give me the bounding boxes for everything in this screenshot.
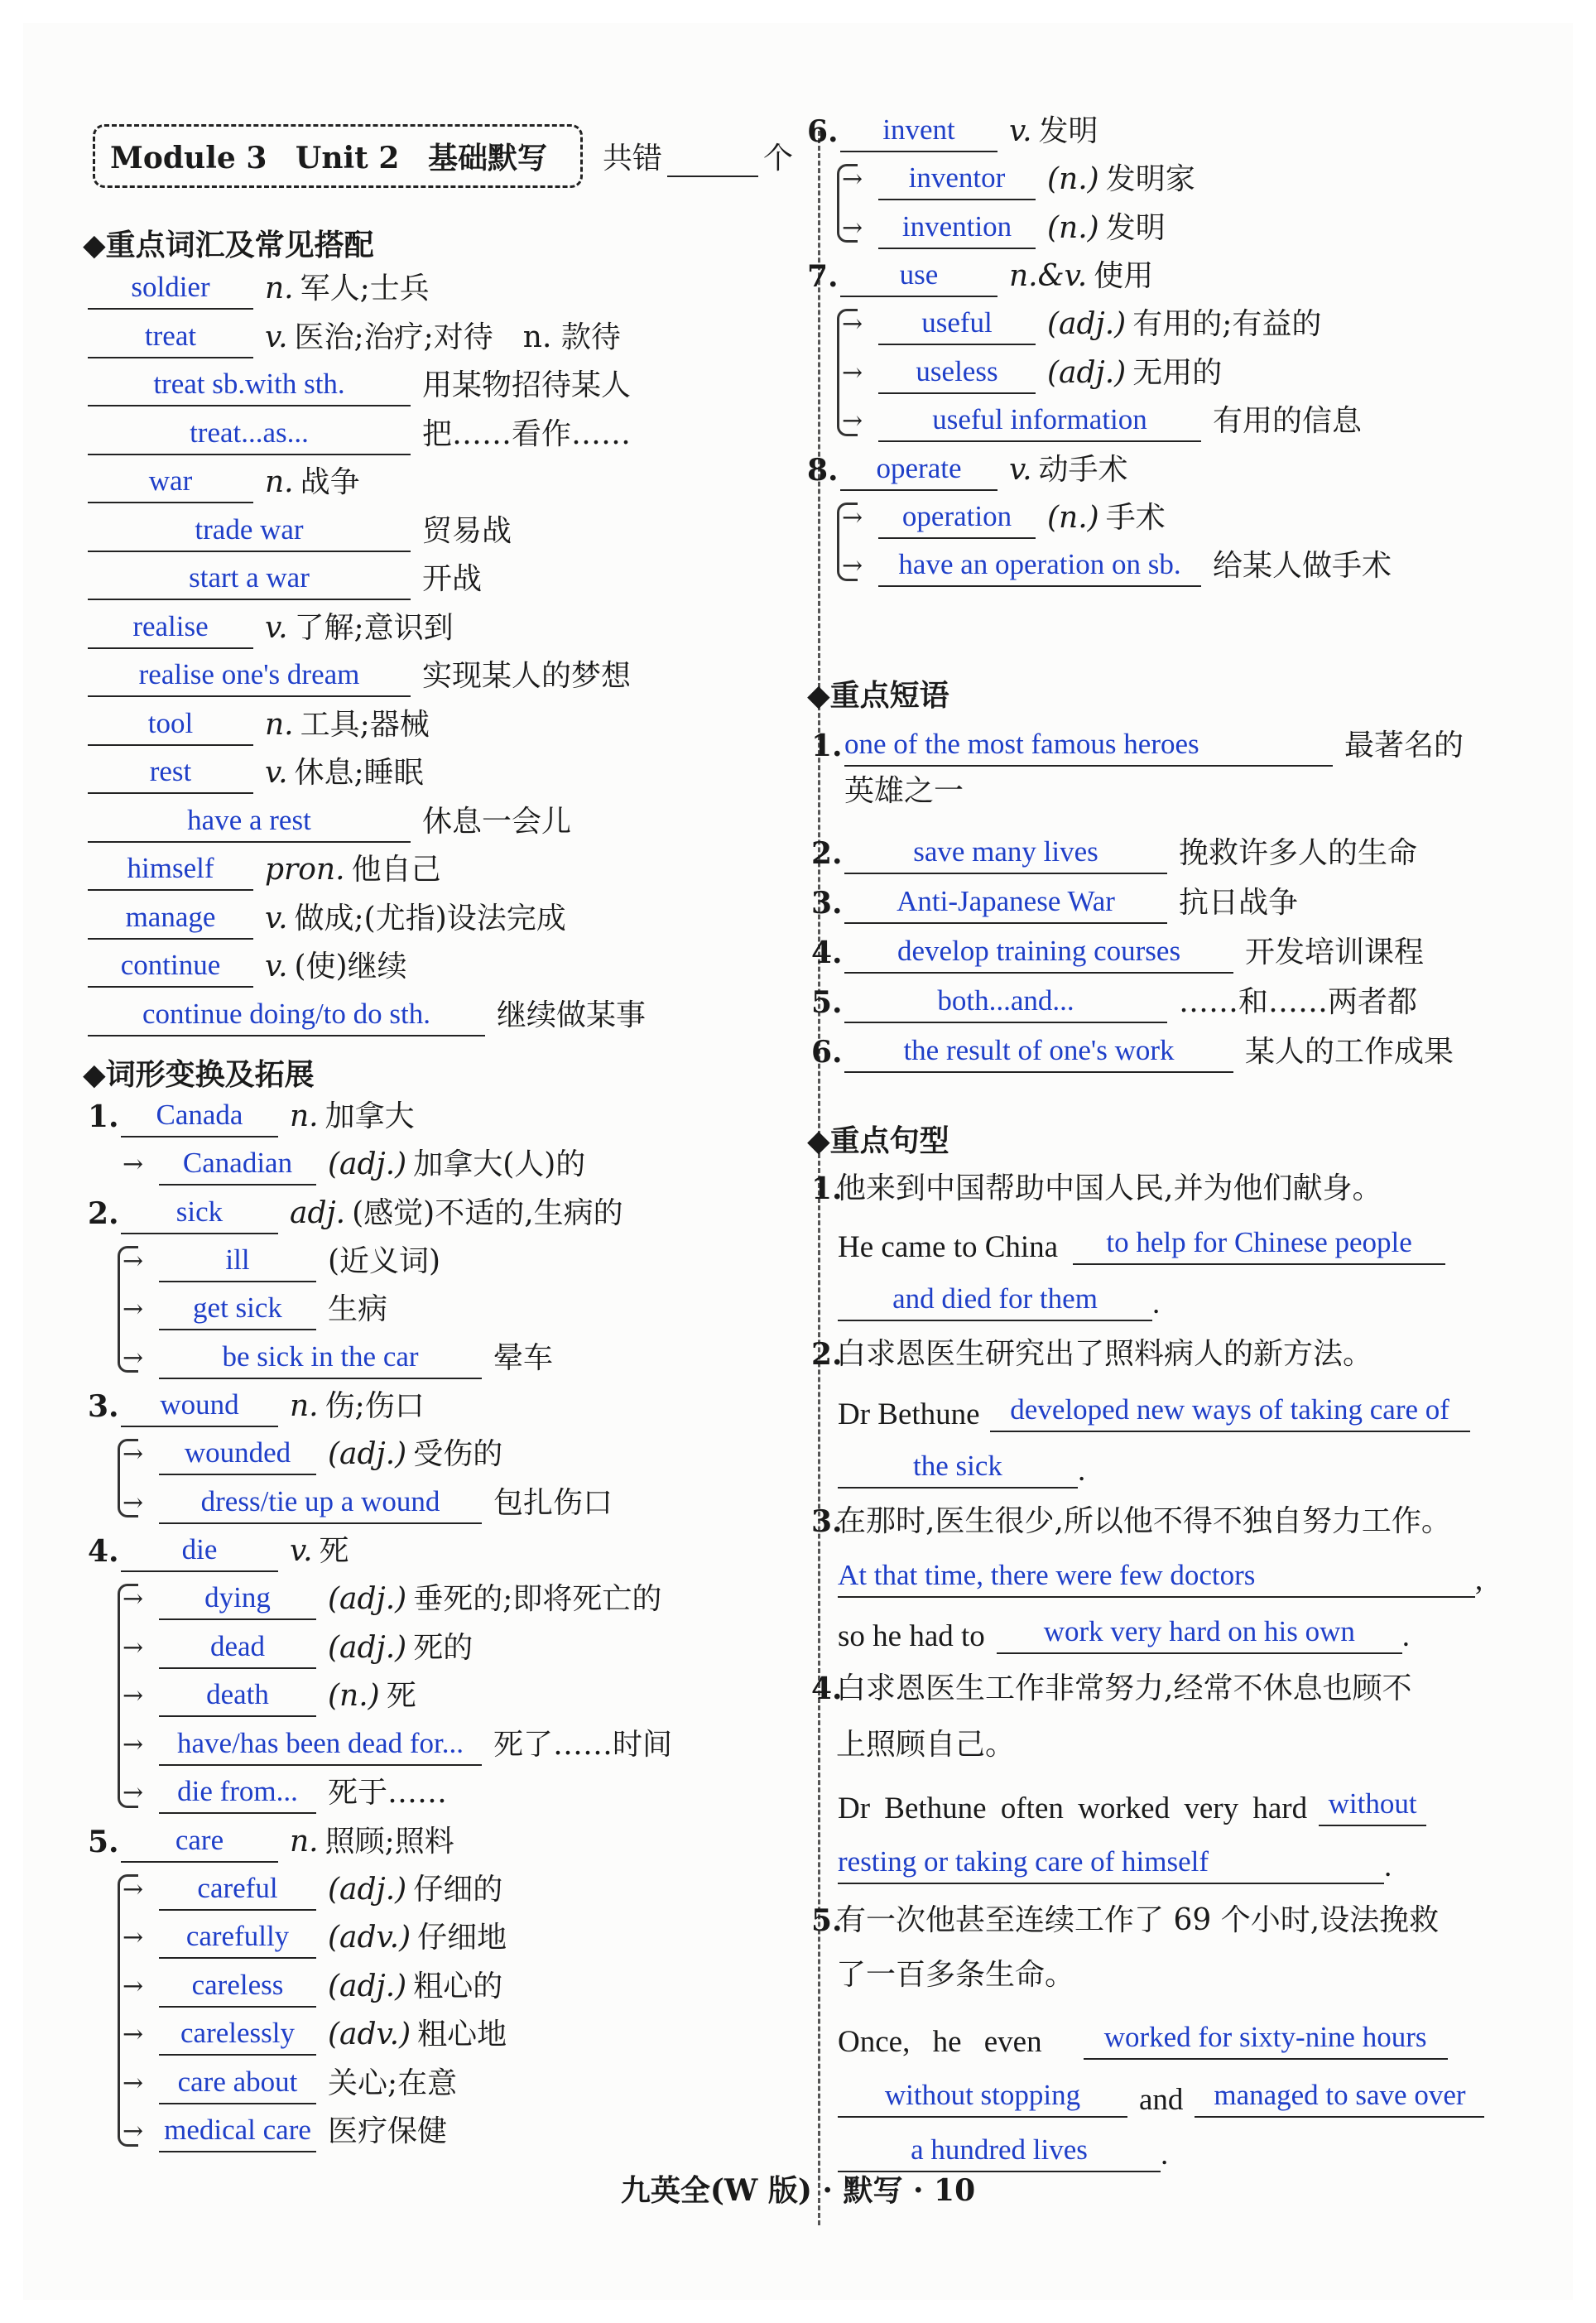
answer-blank[interactable]: dress/tie up a wound — [159, 1481, 482, 1524]
answer-blank[interactable]: careless — [159, 1965, 316, 2008]
vocab-row — [88, 795, 571, 843]
derived-form-row — [842, 201, 1166, 249]
chinese-meaning: 继续做某事 — [497, 998, 647, 1032]
word-form-row — [88, 1089, 415, 1137]
chinese-meaning: 使用 — [1094, 259, 1154, 293]
answer-blank[interactable]: have an operation on sb. — [878, 544, 1201, 587]
sentence-line — [838, 1836, 1392, 1884]
module-title-box — [93, 124, 583, 188]
item-number: 8. — [807, 452, 839, 488]
answer-blank[interactable]: useful information — [878, 399, 1201, 442]
item-number: 1. — [811, 729, 843, 763]
chinese-meaning: 动手术 — [1038, 452, 1128, 487]
group-brace — [837, 164, 858, 243]
answer-blank[interactable]: carelessly — [159, 2013, 316, 2056]
answer-blank[interactable]: wound — [121, 1384, 278, 1427]
answer-blank[interactable]: careful — [159, 1868, 316, 1911]
derived-form-row — [842, 394, 1362, 442]
sentence-line — [838, 1550, 1483, 1598]
answer-blank[interactable]: to help for Chinese people — [1073, 1222, 1445, 1265]
phrase-row — [811, 926, 1424, 974]
sentence-prompt: Once, he even — [838, 2025, 1042, 2059]
sentence-prompt: Dr Bethune often worked very hard — [838, 1792, 1308, 1825]
part-of-speech: (adv.) — [328, 1921, 411, 1955]
answer-blank[interactable]: use — [840, 254, 997, 297]
answer-blank[interactable]: Anti-Japanese War — [844, 881, 1167, 924]
sentence-chinese: 4. — [811, 1671, 843, 1706]
answer-blank[interactable]: carefully — [159, 1916, 316, 1959]
section-title: 基础默写 — [427, 142, 547, 176]
answer-blank[interactable]: treat sb.with sth. — [88, 363, 411, 406]
part-of-speech: (adj.) — [328, 1437, 407, 1471]
vocab-row — [88, 698, 430, 746]
arrow-icon: → — [123, 1246, 144, 1276]
sentence-prompt: so he had to — [838, 1619, 985, 1653]
vocab-row — [88, 988, 646, 1036]
arrow-icon: → — [842, 406, 863, 435]
chinese-meaning: 死了……时间 — [493, 1727, 673, 1762]
word-form-row — [807, 104, 1098, 152]
part-of-speech: n.&v. — [1009, 259, 1088, 293]
sentence-chinese: 白求恩医生研究出了照料病人的新方法。 — [836, 1337, 1373, 1371]
chinese-meaning: 死 — [386, 1679, 416, 1713]
module-header — [93, 124, 793, 188]
chinese-meaning: 受伤的 — [413, 1437, 503, 1471]
part-of-speech: (n.) — [1047, 500, 1099, 535]
part-of-speech: (adj.) — [328, 1147, 407, 1181]
part-of-speech: v. — [265, 950, 288, 984]
part-of-speech: (adj.) — [328, 1872, 407, 1907]
answer-blank[interactable]: treat — [88, 315, 253, 358]
answer-blank[interactable]: the sick — [838, 1445, 1078, 1489]
arrow-icon: → — [123, 1585, 144, 1614]
answer-blank[interactable]: sick — [121, 1191, 278, 1234]
chinese-meaning: 他自己 — [351, 853, 441, 887]
answer-blank[interactable]: have/has been dead for... — [159, 1723, 482, 1766]
chinese-meaning: 关心;在意 — [328, 2066, 458, 2100]
sentence-line — [838, 2012, 1448, 2060]
sentence-chinese: 有一次他甚至连续工作了 69 个小时,设法挽救 — [836, 1903, 1440, 1937]
punctuation: . — [1152, 1287, 1161, 1320]
phrase-row — [811, 975, 1417, 1023]
answer-blank[interactable]: useful — [878, 302, 1036, 345]
part-of-speech: adj. — [290, 1195, 346, 1230]
answer-blank[interactable]: trade war — [88, 509, 411, 552]
chinese-meaning: 晕车 — [493, 1340, 554, 1375]
item-number: 7. — [807, 259, 839, 294]
answer-blank[interactable]: Canadian — [159, 1142, 316, 1186]
chinese-meaning: 给某人做手术 — [1213, 549, 1392, 583]
derived-form-row — [123, 1476, 613, 1524]
answer-blank[interactable]: be sick in the car — [159, 1336, 482, 1379]
chinese-meaning: 某人的工作成果 — [1245, 1035, 1454, 1069]
group-brace — [118, 1874, 138, 2147]
word-form-row — [807, 443, 1128, 491]
unit-label: Unit 2 — [295, 141, 400, 176]
part-of-speech: v. — [1009, 114, 1032, 148]
phrase-row — [811, 826, 1417, 874]
chinese-meaning: 有用的信息 — [1213, 404, 1363, 438]
item-number: 4. — [811, 935, 843, 970]
arrow-icon: → — [842, 165, 863, 194]
part-of-speech: pron. — [265, 853, 345, 887]
part-of-speech: n. — [265, 272, 294, 305]
punctuation: . — [1078, 1454, 1086, 1488]
arrow-icon: → — [123, 1923, 144, 1952]
answer-blank[interactable]: die — [121, 1529, 278, 1572]
chinese-meaning: 把……看作…… — [422, 416, 632, 451]
answer-blank[interactable]: tool — [88, 703, 253, 746]
part-of-speech: v. — [1009, 452, 1032, 487]
chinese-meaning: (感觉)不适的,生病的 — [352, 1195, 623, 1230]
chinese-meaning: 伤;伤口 — [324, 1389, 425, 1423]
punctuation: . — [1161, 2138, 1169, 2172]
arrow-icon: → — [123, 1440, 144, 1469]
answer-blank[interactable]: one of the most famous heroes — [844, 724, 1333, 767]
part-of-speech: n. — [265, 707, 294, 742]
answer-blank[interactable]: Canada — [121, 1094, 278, 1137]
group-brace — [118, 1584, 138, 1808]
chinese-meaning: 医疗保健 — [328, 2114, 448, 2148]
phrase-row — [811, 719, 1464, 767]
answer-blank[interactable]: care — [121, 1820, 278, 1863]
derived-form-row — [123, 1911, 507, 1959]
chinese-meaning: 仔细地 — [417, 1921, 507, 1955]
part-of-speech: n. — [290, 1824, 319, 1859]
chinese-meaning: 死 — [319, 1534, 349, 1568]
chinese-meaning: (近义词) — [328, 1243, 441, 1278]
error-count: 共错 个 — [602, 142, 793, 176]
derived-form-row — [123, 1669, 416, 1717]
group-brace — [837, 309, 858, 436]
item-number: 2. — [811, 836, 843, 871]
part-of-speech: (n.) — [328, 1679, 380, 1713]
part-of-speech: v. — [265, 756, 288, 790]
answer-blank[interactable]: resting or taking care of himself — [838, 1841, 1384, 1884]
answer-blank[interactable]: medical care — [159, 2109, 316, 2152]
answer-blank[interactable]: continue doing/to do sth. — [88, 993, 485, 1036]
item-number: 6. — [811, 1035, 843, 1070]
chinese-meaning: 开发培训课程 — [1245, 935, 1425, 969]
sentence-prompt: He came to China — [838, 1230, 1059, 1264]
chinese-meaning: 军人;士兵 — [300, 272, 430, 305]
chinese-meaning: 生病 — [328, 1292, 388, 1326]
derived-form-row — [123, 1960, 502, 2008]
sentence-line — [838, 1273, 1160, 1321]
arrow-icon: → — [842, 503, 863, 532]
chinese-meaning: 死于…… — [328, 1776, 448, 1810]
sentence-chinese: 2. — [811, 1337, 843, 1372]
item-number: 5. — [88, 1824, 119, 1859]
item-number: 3. — [88, 1389, 119, 1424]
item-number: 5. — [811, 985, 843, 1020]
chinese-meaning: 有用的;有益的 — [1132, 307, 1322, 341]
item-number: 1. — [88, 1099, 119, 1134]
sentence-line — [838, 2070, 1484, 2118]
chinese-meaning: 垂死的;即将死亡的 — [413, 1582, 662, 1616]
word-form-row — [88, 1815, 454, 1863]
item-number: 4. — [88, 1534, 119, 1569]
chinese-meaning: 包扎伤口 — [493, 1485, 613, 1520]
section-word-forms: ◆词形变换及拓展 — [83, 1058, 315, 1092]
item-number: 6. — [807, 114, 839, 149]
chinese-meaning: 无用的 — [1132, 355, 1223, 390]
answer-blank[interactable]: dying — [159, 1577, 316, 1620]
punctuation: . — [1384, 1849, 1392, 1883]
item-number: 3. — [811, 886, 843, 921]
answer-blank[interactable]: and died for them — [838, 1278, 1152, 1321]
group-brace — [118, 1246, 138, 1373]
chinese-meaning: 发明 — [1038, 114, 1098, 148]
answer-blank[interactable]: continue — [88, 945, 253, 988]
chinese-meaning: 了解;意识到 — [294, 610, 454, 645]
derived-form-row — [123, 1718, 672, 1766]
derived-form-row — [123, 1572, 661, 1620]
derived-form-row — [123, 1427, 502, 1475]
vocab-row — [88, 649, 631, 697]
part-of-speech: (adj.) — [328, 1969, 407, 2003]
answer-blank[interactable]: work very hard on his own — [997, 1611, 1402, 1654]
chinese-meaning: ……和……两者都 — [1179, 985, 1418, 1019]
answer-blank[interactable]: managed to save over — [1195, 2075, 1484, 2118]
derived-form-row — [842, 297, 1321, 345]
answer-blank[interactable]: care about — [159, 2061, 316, 2104]
derived-form-row — [842, 491, 1166, 539]
vocab-row — [88, 552, 482, 600]
chinese-meaning: 照顾;照料 — [324, 1824, 454, 1859]
vocab-row — [88, 601, 454, 649]
part-of-speech: (adj.) — [1047, 355, 1127, 390]
answer-blank[interactable]: developed new ways of taking care of — [990, 1389, 1470, 1432]
word-form-row — [88, 1524, 349, 1572]
sentence-chinese: 5. — [811, 1903, 843, 1938]
answer-blank[interactable]: save many lives — [844, 831, 1167, 874]
answer-blank[interactable]: dead — [159, 1626, 316, 1669]
answer-blank[interactable]: both...and... — [844, 980, 1167, 1023]
chinese-meaning: 挽救许多人的生命 — [1179, 836, 1418, 870]
phrase-continuation: 英雄之一 — [844, 774, 964, 808]
word-form-row — [88, 1186, 623, 1234]
chinese-meaning: 粗心地 — [417, 2018, 507, 2051]
sentence-chinese: 在那时,医生很少,所以他不得不独自努力工作。 — [836, 1504, 1451, 1538]
page-footer: 九英全(W 版) · 默写 · 10 — [620, 2173, 976, 2208]
sentence-chinese: 了一百多条生命。 — [836, 1958, 1075, 1992]
answer-blank[interactable]: soldier — [88, 267, 253, 310]
answer-blank[interactable]: realise one's dream — [88, 654, 411, 697]
group-brace — [118, 1439, 138, 1517]
arrow-icon: → — [842, 551, 863, 580]
answer-blank[interactable]: wounded — [159, 1432, 316, 1475]
arrow-icon: → — [123, 1488, 144, 1517]
answer-blank[interactable]: die from... — [159, 1771, 316, 1814]
derived-form-row — [842, 346, 1222, 394]
section-vocab: ◆重点词汇及常见搭配 — [83, 228, 374, 262]
derived-form-row — [123, 1282, 387, 1330]
derived-form-row — [123, 2056, 457, 2104]
chinese-meaning: 仔细的 — [413, 1872, 503, 1907]
derived-form-row — [123, 2008, 507, 2056]
phrase-row — [811, 876, 1298, 924]
error-count-blank[interactable] — [667, 151, 758, 177]
chinese-meaning: 休息一会儿 — [422, 804, 572, 839]
part-of-speech: (n.) — [1047, 210, 1099, 245]
sentence-line — [838, 1440, 1085, 1489]
answer-blank[interactable]: invention — [878, 206, 1036, 249]
part-of-speech: n. — [265, 465, 294, 499]
derived-form-row — [842, 539, 1392, 587]
arrow-icon: → — [123, 1971, 144, 2001]
punctuation: , — [1475, 1563, 1483, 1597]
answer-blank[interactable]: war — [88, 460, 253, 503]
section-phrases: ◆重点短语 — [807, 679, 949, 713]
chinese-meaning: 发明家 — [1105, 162, 1195, 196]
answer-blank[interactable]: without stopping — [838, 2075, 1127, 2118]
group-brace — [837, 503, 858, 581]
part-of-speech: v. — [290, 1534, 313, 1568]
word-form-row — [88, 1379, 425, 1427]
sentence-chinese: 他来到中国帮助中国人民,并为他们献身。 — [836, 1171, 1382, 1205]
arrow-icon: → — [123, 2117, 144, 2146]
answer-blank[interactable]: rest — [88, 751, 253, 794]
part-of-speech: (adj.) — [1047, 307, 1127, 341]
vocab-row — [88, 892, 566, 940]
arrow-icon: → — [123, 1729, 144, 1759]
sentence-chinese: 1. — [811, 1171, 843, 1206]
arrow-icon: → — [123, 1150, 144, 1179]
derived-form-row — [123, 1621, 473, 1669]
answer-blank[interactable]: death — [159, 1674, 316, 1717]
vocab-row — [88, 746, 424, 794]
derived-form-row — [123, 1766, 447, 1814]
module-label: Module 3 — [110, 141, 267, 176]
item-number: 2. — [88, 1195, 119, 1231]
sentence-line — [838, 1217, 1445, 1265]
chinese-meaning: 用某物招待某人 — [422, 368, 632, 402]
sentence-line — [838, 1384, 1470, 1432]
part-of-speech: v. — [265, 610, 288, 645]
derived-form-row — [123, 2104, 447, 2152]
sentence-line — [838, 2124, 1168, 2172]
chinese-meaning: 最著名的 — [1344, 729, 1464, 762]
arrow-icon: → — [123, 1778, 144, 1807]
chinese-meaning: 抗日战争 — [1179, 886, 1299, 920]
vocab-row — [88, 407, 631, 455]
answer-blank[interactable]: invent — [840, 109, 997, 152]
derived-form-row — [123, 1331, 553, 1379]
punctuation: . — [1401, 1619, 1411, 1653]
answer-blank[interactable]: ill — [159, 1239, 316, 1282]
answer-blank[interactable]: worked for sixty-nine hours — [1084, 2017, 1448, 2060]
part-of-speech: (adj.) — [328, 1582, 407, 1616]
answer-blank[interactable]: without — [1319, 1783, 1426, 1826]
answer-blank[interactable]: useless — [878, 351, 1036, 394]
chinese-meaning: 加拿大(人)的 — [413, 1147, 586, 1181]
sentence-chinese: 3. — [811, 1504, 843, 1539]
chinese-meaning: 工具;器械 — [300, 707, 430, 742]
derived-form-row — [123, 1863, 502, 1911]
sentence-line — [838, 1606, 1410, 1654]
part-of-speech: (adj.) — [328, 1630, 407, 1665]
derived-form-row — [123, 1137, 585, 1186]
part-of-speech: (adv.) — [328, 2018, 411, 2051]
word-form-row — [807, 249, 1153, 297]
answer-blank[interactable]: himself — [88, 848, 253, 891]
answer-blank[interactable]: realise — [88, 606, 253, 649]
chinese-meaning: (使)继续 — [294, 950, 407, 984]
vocab-row — [88, 310, 621, 358]
chinese-meaning: 粗心的 — [413, 1969, 503, 2003]
vocab-row — [88, 504, 512, 552]
arrow-icon: → — [123, 1343, 144, 1373]
sentence-chinese: 上照顾自己。 — [836, 1728, 1016, 1762]
answer-blank[interactable]: get sick — [159, 1287, 316, 1330]
arrow-icon: → — [842, 310, 863, 339]
vocab-row — [88, 940, 407, 988]
vocab-row — [88, 843, 441, 891]
chinese-meaning: 加拿大 — [324, 1099, 415, 1133]
vocab-row — [88, 262, 430, 310]
chinese-meaning: 发明 — [1105, 210, 1166, 245]
chinese-meaning: 医治;治疗;对待 n. 款待 — [294, 320, 621, 354]
vocab-row — [88, 455, 360, 503]
sentence-prompt: and — [1139, 2083, 1184, 2117]
answer-blank[interactable]: treat...as... — [88, 412, 411, 455]
answer-blank[interactable]: start a war — [88, 557, 411, 600]
chinese-meaning: 战争 — [300, 465, 360, 499]
answer-blank[interactable]: operation — [878, 496, 1036, 539]
derived-form-row — [842, 152, 1195, 200]
answer-blank[interactable]: the result of one's work — [844, 1030, 1233, 1073]
chinese-meaning: 休息;睡眠 — [294, 756, 424, 790]
chinese-meaning: 开战 — [422, 562, 483, 596]
part-of-speech: n. — [290, 1099, 319, 1133]
part-of-speech: n. — [290, 1389, 319, 1423]
derived-form-row — [123, 1234, 440, 1282]
chinese-meaning: 手术 — [1105, 500, 1166, 535]
chinese-meaning: 实现某人的梦想 — [422, 659, 632, 693]
arrow-icon: → — [123, 1633, 144, 1662]
arrow-icon: → — [123, 1295, 144, 1324]
sentence-line — [838, 1778, 1426, 1826]
arrow-icon: → — [123, 1681, 144, 1710]
sentence-prompt: Dr Bethune — [838, 1397, 980, 1431]
chinese-meaning: 死的 — [413, 1630, 474, 1665]
chinese-meaning: 贸易战 — [422, 513, 512, 548]
arrow-icon: → — [123, 2068, 144, 2098]
arrow-icon: → — [842, 358, 863, 387]
sentence-chinese: 白求恩医生工作非常努力,经常不休息也顾不 — [836, 1671, 1412, 1705]
section-sentences: ◆重点句型 — [807, 1124, 949, 1158]
answer-blank[interactable]: At that time, there were few doctors — [838, 1555, 1475, 1598]
answer-blank[interactable]: have a rest — [88, 800, 411, 843]
answer-blank[interactable]: develop training courses — [844, 931, 1233, 974]
answer-blank[interactable]: a hundred lives — [838, 2129, 1161, 2172]
phrase-row — [811, 1025, 1454, 1073]
answer-blank[interactable]: manage — [88, 897, 253, 940]
vocab-row — [88, 358, 631, 406]
part-of-speech: (n.) — [1047, 162, 1099, 196]
arrow-icon: → — [123, 2020, 144, 2049]
part-of-speech: v. — [265, 320, 288, 354]
arrow-icon: → — [123, 1874, 144, 1904]
arrow-icon: → — [842, 213, 863, 243]
answer-blank[interactable]: inventor — [878, 157, 1036, 200]
chinese-meaning: 做成;(尤指)设法完成 — [294, 901, 566, 935]
part-of-speech: v. — [265, 901, 288, 935]
answer-blank[interactable]: operate — [840, 448, 997, 491]
